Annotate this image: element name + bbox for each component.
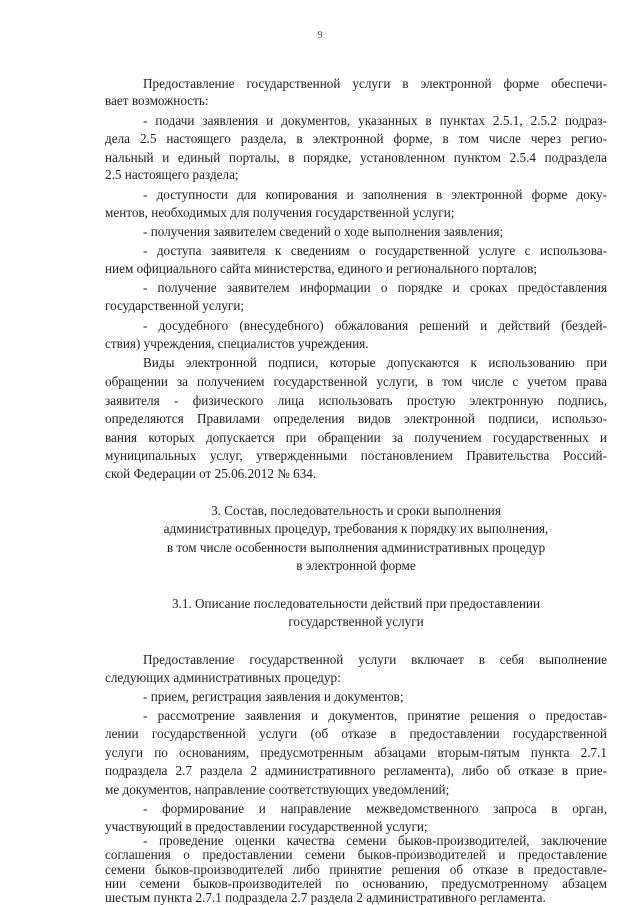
text-line: подраздела 2.7 раздела 2 административного регламента), либо об отказе в прие-	[105, 763, 607, 778]
heading-line: административных процедур, требования к порядку их выполнения,	[163, 521, 549, 536]
list-item: - формирование и направление межведомственного запроса в орган,	[143, 801, 607, 816]
text-line: муниципальных услуг, утвержденными постановлением Правительства Россий-	[105, 448, 607, 463]
list-item: - подачи заявления и документов, указанных в пунктах 2.5.1, 2.5.2 подраз-	[143, 113, 607, 128]
text-line: Предоставление государственной услуги в электронной форме обеспечи-	[143, 76, 607, 91]
text-line: ской Федерации от 25.06.2012 № 634.	[105, 466, 317, 481]
text-line: вает возможность:	[105, 93, 209, 108]
text-line: определяются Правилами определения видов электронной подписи, использо-	[105, 411, 607, 426]
text-line: нальный и единый порталы, в порядке, установленном пунктом 2.5.4 подраздела	[105, 150, 607, 165]
text-line: услуги по основаниям, предусмотренным абзацами вторым-пятым пункта 2.7.1	[105, 745, 607, 760]
heading-line: в том числе особенности выполнения административных процедур	[166, 540, 546, 555]
text-line: шестым пункта 2.7.1 подраздела 2.7 раздела 2 административного регламента.	[105, 890, 546, 905]
list-item: - доступа заявителя к сведениям о государственной услуге с использова-	[143, 243, 607, 258]
text-line: государственной услуги;	[105, 298, 245, 313]
heading-line: государственной услуги	[288, 614, 424, 629]
text-line: ме документов, направление соответствующих уведомлений;	[105, 782, 450, 797]
text-line: следующих административных процедур:	[105, 670, 341, 685]
list-item: - доступности для копирования и заполнения в электронной форме доку-	[143, 187, 607, 202]
list-item: - досудебного (внесудебного) обжалования решений и действий (бездей-	[143, 318, 607, 333]
text-line: 2.5 настоящего раздела;	[105, 167, 239, 182]
heading-line: в электронной форме	[296, 558, 416, 573]
text-line: соглашения о предоставлении семени быков-производителей и предоставление	[105, 847, 607, 862]
list-item: - рассмотрение заявления и документов, принятие решения о предостав-	[143, 708, 607, 723]
text-line: лении государственной услуги (об отказе в предоставлении государственной	[105, 726, 607, 741]
page-number: 9	[317, 30, 323, 41]
heading-line: 3. Состав, последовательность и сроки выполнения	[211, 503, 501, 518]
text-line: нием официального сайта министерства, единого и регионального порталов;	[105, 261, 538, 276]
text-line: Предоставление государственной услуги включает в себя выполнение	[143, 652, 607, 667]
text-line: семени быков-производителей либо принятие решения об отказе в предоставле-	[105, 862, 607, 877]
list-item: - проведение оценки качества семени быков-производителей, заключение	[143, 833, 607, 848]
text-line: заявителя - физического лица использовать простую электронную подпись,	[105, 393, 607, 408]
text-line: обращении за получением государственной услуги, в том числе с учетом права	[105, 374, 607, 389]
text-line: нии семени быков-производителей по основанию, предусмотренному абзацем	[105, 876, 607, 891]
list-item: - прием, регистрация заявления и документов;	[143, 689, 404, 704]
text-line: вания которых допускается при обращении за получением государственных и	[105, 430, 607, 445]
text-line: дела 2.5 настоящего раздела, в электронной форме, в том числе через регио-	[105, 131, 607, 146]
list-item: - получение заявителем информации о порядке и сроках предоставления	[143, 280, 607, 295]
heading-line: 3.1. Описание последовательности действий при предоставлении	[171, 596, 541, 611]
list-item: - получения заявителем сведений о ходе выполнения заявления;	[143, 224, 504, 239]
text-line: участвующий в предоставлении государственной услуги;	[105, 819, 428, 834]
text-line: Виды электронной подписи, которые допускаются к использованию при	[143, 355, 607, 370]
text-line: ментов, необходимых для получения государственной услуги;	[105, 205, 455, 220]
text-line: ствия) учреждения, специалистов учреждения.	[105, 336, 369, 351]
